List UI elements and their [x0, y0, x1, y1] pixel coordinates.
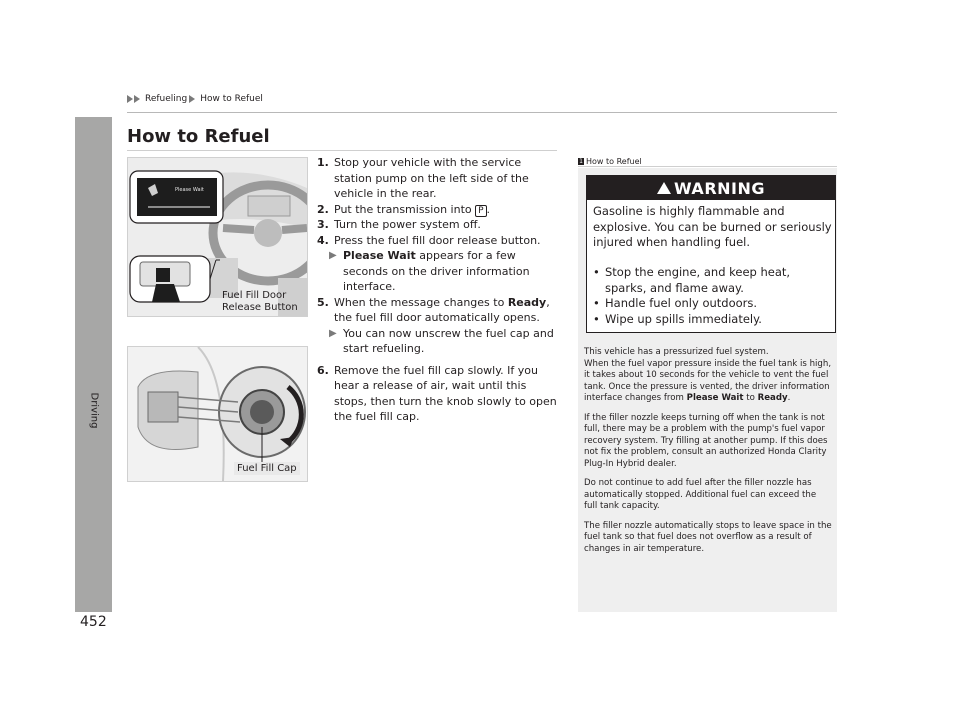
step-5: [317, 295, 561, 326]
section-tab: [75, 117, 112, 612]
note-paragraphs: [584, 347, 832, 563]
message-name: Please Wait: [343, 249, 416, 262]
note-text: .: [787, 393, 791, 403]
message-name: Please Wait: [686, 393, 744, 403]
warning-label: WARNING: [674, 178, 765, 198]
step-text: [334, 295, 561, 326]
result-text: You can now unscrew the fuel cap and start refueling.: [343, 326, 554, 355]
step-text-part: When the message changes to: [334, 295, 505, 309]
note-title: How to Refuel: [586, 157, 642, 166]
step-number: 6.: [317, 363, 329, 377]
note-paragraph: Do not continue to add fuel after the filler nozzle has automatically stopped. Additional fuel can exceed the full tank capacity.: [584, 478, 817, 511]
step-4-result: [317, 248, 561, 295]
breadcrumb-arrow-icon: [189, 95, 195, 103]
section-tab-label: Driving: [88, 392, 100, 429]
step-number: 5.: [317, 295, 329, 309]
step-2: [317, 202, 561, 218]
note-paragraph: If the filler nozzle keeps turning off when the tank is not full, there may be a problem with the pump's fuel vapor recovery system. Try filling at another pump. If this does not fix the problem, consult an authorized Honda Clarity Plug-In Hybrid dealer.: [584, 412, 828, 469]
breadcrumb-item[interactable]: Refueling: [145, 94, 188, 104]
warning-list: [593, 265, 831, 327]
breadcrumb-arrow-icon: [127, 95, 133, 103]
step-text-part: Put the transmission into: [334, 202, 472, 216]
note-number-icon: 1: [579, 158, 583, 165]
step-text-part: , the fuel fill door automatically opens.: [334, 295, 550, 324]
warning-item: [593, 312, 831, 328]
bullet-icon: •: [593, 265, 600, 279]
warning-item-text: Stop the engine, and keep heat, sparks, and flame away.: [605, 265, 791, 295]
warning-text: Gasoline is highly flammable and explosive. You can be burned or seriously injured when handling fuel.: [593, 204, 832, 249]
breadcrumb: [127, 94, 265, 104]
note-text: to: [746, 393, 755, 403]
result-text: appears for a few seconds on the driver information interface.: [343, 249, 530, 293]
warning-triangle-icon: [657, 182, 671, 194]
step-text: Stop your vehicle with the service station pump on the left side of the vehicle in the rear.: [334, 156, 529, 200]
park-key-icon: P: [475, 205, 486, 217]
breadcrumb-item[interactable]: How to Refuel: [200, 94, 263, 104]
step-number: 4.: [317, 233, 329, 247]
page-title: How to Refuel: [127, 126, 270, 147]
step-number: 2.: [317, 202, 329, 216]
title-rule: [127, 150, 557, 151]
warning-header: [587, 176, 835, 200]
warning-item-text: Handle fuel only outdoors.: [605, 296, 758, 310]
note-text: This vehicle has a pressurized fuel system.: [584, 347, 769, 357]
step-6: [317, 363, 561, 425]
fuel-cap-drawing: [128, 347, 307, 481]
warning-item: [593, 265, 831, 296]
message-name: Ready: [757, 393, 788, 403]
bullet-icon: •: [593, 311, 600, 326]
note-text: When the fuel vapor pressure inside the fuel tank is high, it takes about 10 seconds for the vehicle to vent the fuel tank. Once the pressure is vented, the driver information interface changes from: [584, 358, 832, 403]
step-text-part: .: [486, 202, 491, 216]
step-4: [317, 233, 561, 249]
fuel-door-button-callout: [222, 290, 302, 314]
bullet-icon: •: [593, 296, 600, 310]
warning-item: [593, 296, 831, 312]
result-arrow-icon: ▶: [329, 250, 337, 261]
note-rule: [578, 166, 837, 167]
step-text: Press the fuel fill door release button.: [334, 233, 541, 247]
step-number: 1.: [317, 156, 329, 169]
procedure-steps: [317, 155, 561, 425]
step-text: Turn the power system off.: [334, 218, 481, 231]
note-heading: [578, 157, 642, 166]
step-text: Remove the fuel fill cap slowly. If you hear a release of air, wait until this stops, then turn the knob slowly to open the fuel fill cap.: [334, 363, 557, 423]
fuel-cap-callout: Fuel Fill Cap: [234, 462, 300, 475]
screen-message: Please Wait: [175, 187, 204, 193]
breadcrumb-arrow-icon: [134, 95, 140, 103]
step-5-result: [317, 326, 561, 357]
callout-label: Fuel Fill Door Release Button: [222, 290, 298, 313]
warning-item-text: Wipe up spills immediately.: [605, 311, 762, 326]
page-number: 452: [80, 614, 107, 630]
result-arrow-icon: ▶: [329, 327, 337, 339]
note-paragraph: [584, 347, 832, 405]
message-name: Ready: [507, 295, 547, 309]
step-1: [317, 155, 561, 202]
step-3: [317, 217, 561, 233]
note-paragraph: The filler nozzle automatically stops to leave space in the fuel tank so that fuel does not overflow as a result of changes in air temperature.: [584, 520, 832, 554]
step-text: [334, 202, 490, 218]
step-number: 3.: [317, 218, 329, 231]
header-rule: [127, 112, 837, 113]
